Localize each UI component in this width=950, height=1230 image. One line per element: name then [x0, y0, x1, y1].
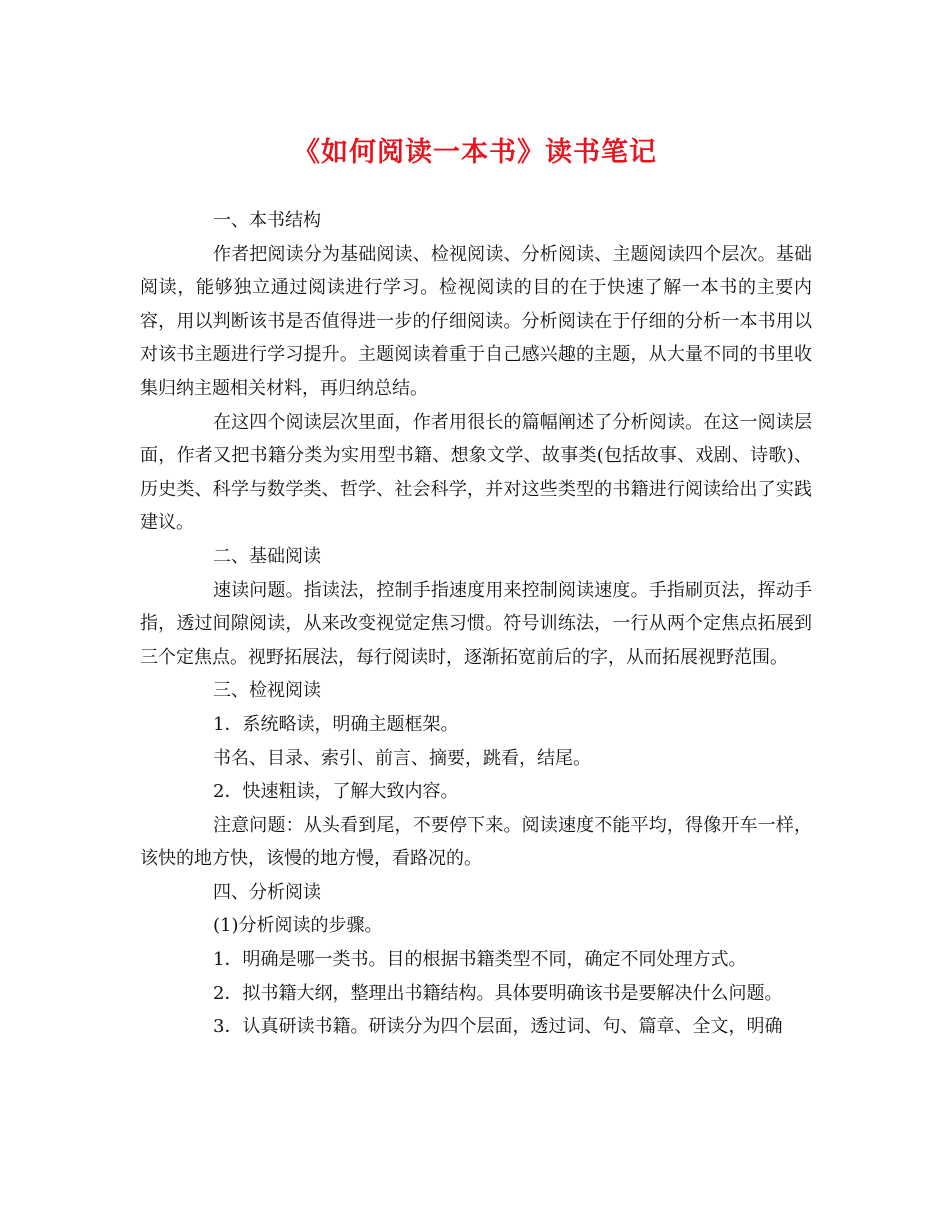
document-body — [140, 204, 812, 1044]
list-item: 1．系统略读，明确主题框架。 — [213, 713, 459, 735]
list-item: 2．快速粗读，了解大致内容。 — [213, 781, 459, 803]
body-paragraph: 速读问题。指读法，控制手指速度用来控制阅读速度。手指刷页法，挥动手指，透过间隙阅读，从来改变视觉定焦习惯。符号训练法，一行从两个定焦点拓展到三个定焦点。视野拓展法，每行阅读时，逐渐拓宽前后的字，从而拓展视野范围。 — [140, 579, 812, 668]
section-heading: 二、基础阅读 — [213, 545, 321, 567]
body-paragraph: 书名、目录、索引、前言、摘要，跳看，结尾。 — [213, 747, 591, 769]
list-item: 1．明确是哪一类书。目的根据书籍类型不同，确定不同处理方式。 — [213, 949, 747, 971]
section-heading: 三、检视阅读 — [213, 680, 321, 702]
body-paragraph: 注意问题：从头看到尾，不要停下来。阅读速度不能平均，得像开车一样，该快的地方快，该慢的地方慢，看路况的。 — [140, 814, 812, 870]
sub-heading: (1)分析阅读的步骤。 — [213, 915, 383, 937]
section-heading: 一、本书结构 — [213, 210, 321, 231]
body-paragraph: 在这四个阅读层次里面，作者用很长的篇幅阐述了分析阅读。在这一阅读层面，作者又把书籍分类为实用型书籍、想象文学、故事类(包括故事、戏剧、诗歌)、历史类、科学与数学类、哲学、社会科学，并对这些类型的书籍进行阅读给出了实践建议。 — [140, 411, 812, 534]
body-paragraph: 作者把阅读分为基础阅读、检视阅读、分析阅读、主题阅读四个层次。基础阅读，能够独立通过阅读进行学习。检视阅读的目的在于快速了解一本书的主要内容，用以判断该书是否值得进一步的仔细阅读。分析阅读在于仔细的分析一本书用以对该书主题进行学习提升。主题阅读着重于自己感兴趣的主题，从大量不同的书里收集归纳主题相关材料，再归纳总结。 — [140, 243, 812, 399]
section-heading: 四、分析阅读 — [213, 881, 321, 903]
list-item: 2．拟书籍大纲，整理出书籍结构。具体要明确该书是要解决什么问题。 — [213, 982, 783, 1004]
list-item: 3．认真研读书籍。研读分为四个层面，透过词、句、篇章、全文，明确 — [213, 1016, 783, 1038]
document-title: 《如何阅读一本书》读书笔记 — [293, 137, 657, 168]
